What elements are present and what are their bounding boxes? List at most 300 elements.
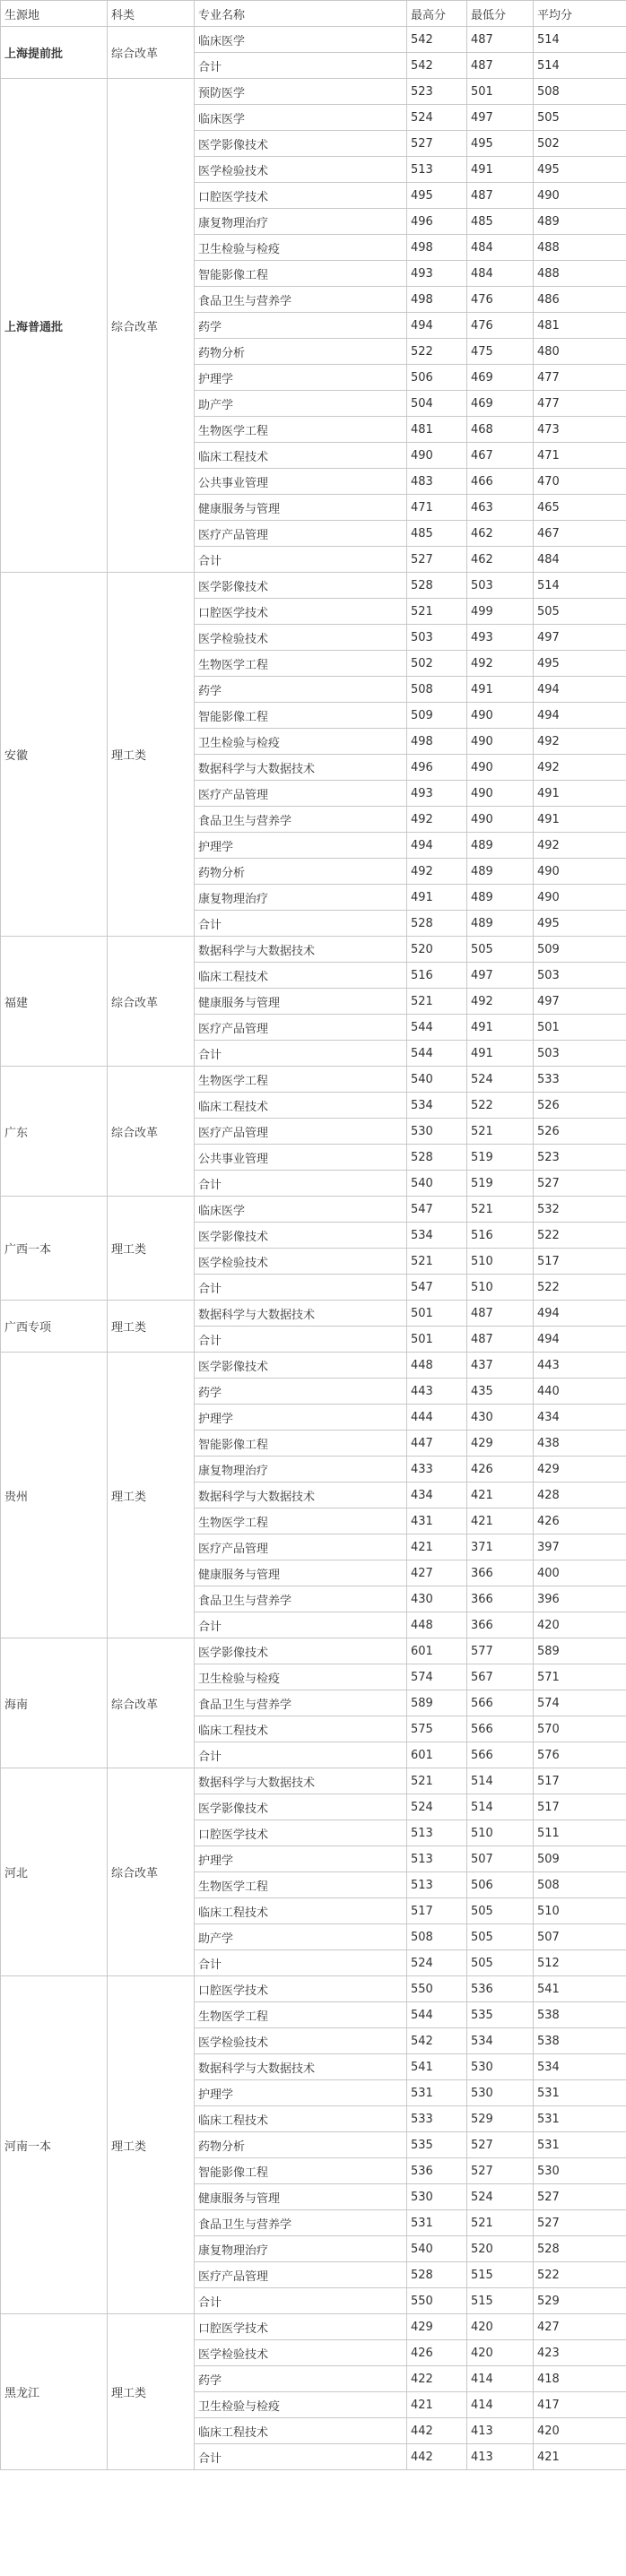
cell-major: 助产学 [195, 391, 407, 417]
cell-max-score: 513 [407, 1846, 467, 1872]
cell-min-score: 520 [467, 2236, 534, 2262]
cell-avg-score: 526 [534, 1093, 626, 1119]
cell-major: 生物医学工程 [195, 417, 407, 443]
table-row [1, 1768, 626, 1794]
cell-avg-score: 514 [534, 573, 626, 599]
cell-major: 临床医学 [195, 27, 407, 53]
cell-min-score: 514 [467, 1794, 534, 1820]
cell-avg-score: 531 [534, 2132, 626, 2158]
cell-min-score: 487 [467, 53, 534, 79]
cell-avg-score: 503 [534, 1041, 626, 1067]
cell-avg-score: 538 [534, 2002, 626, 2028]
cell-origin: 海南 [1, 1638, 108, 1768]
cell-major: 医学检验技术 [195, 1249, 407, 1275]
cell-min-score: 505 [467, 1924, 534, 1950]
cell-major: 口腔医学技术 [195, 1820, 407, 1846]
cell-origin: 福建 [1, 937, 108, 1067]
cell-min-score: 413 [467, 2418, 534, 2444]
cell-max-score: 534 [407, 1223, 467, 1249]
cell-avg-score: 522 [534, 1223, 626, 1249]
cell-max-score: 447 [407, 1431, 467, 1457]
cell-avg-score: 534 [534, 2054, 626, 2080]
cell-avg-score: 484 [534, 547, 626, 573]
cell-avg-score: 491 [534, 807, 626, 833]
cell-max-score: 421 [407, 2392, 467, 2418]
cell-min-score: 519 [467, 1145, 534, 1171]
cell-major: 公共事业管理 [195, 1145, 407, 1171]
header-major: 专业名称 [195, 1, 407, 27]
cell-avg-score: 527 [534, 1171, 626, 1197]
cell-avg-score: 495 [534, 651, 626, 677]
cell-major: 临床工程技术 [195, 2106, 407, 2132]
cell-max-score: 542 [407, 2028, 467, 2054]
cell-min-score: 567 [467, 1664, 534, 1690]
cell-major: 生物医学工程 [195, 1872, 407, 1898]
cell-category: 理工类 [108, 1197, 195, 1301]
table-row [1, 937, 626, 963]
cell-max-score: 492 [407, 859, 467, 885]
cell-max-score: 442 [407, 2418, 467, 2444]
cell-avg-score: 532 [534, 1197, 626, 1223]
cell-major: 药物分析 [195, 339, 407, 365]
cell-major: 生物医学工程 [195, 1508, 407, 1534]
cell-min-score: 487 [467, 27, 534, 53]
cell-max-score: 493 [407, 261, 467, 287]
cell-min-score: 497 [467, 105, 534, 131]
cell-origin: 上海普通批 [1, 79, 108, 573]
cell-major: 药学 [195, 677, 407, 703]
cell-major: 合计 [195, 1612, 407, 1638]
cell-major: 临床医学 [195, 1197, 407, 1223]
cell-min-score: 462 [467, 547, 534, 573]
cell-avg-score: 477 [534, 391, 626, 417]
cell-major: 生物医学工程 [195, 1067, 407, 1093]
cell-origin: 安徽 [1, 573, 108, 937]
cell-avg-score: 490 [534, 859, 626, 885]
cell-major: 药学 [195, 2366, 407, 2392]
cell-major: 医疗产品管理 [195, 1015, 407, 1041]
cell-major: 医学检验技术 [195, 2340, 407, 2366]
cell-major: 护理学 [195, 365, 407, 391]
cell-avg-score: 492 [534, 833, 626, 859]
table-body [1, 27, 626, 2470]
cell-major: 医疗产品管理 [195, 781, 407, 807]
cell-min-score: 487 [467, 1301, 534, 1327]
cell-major: 合计 [195, 1950, 407, 1976]
cell-avg-score: 494 [534, 677, 626, 703]
cell-min-score: 505 [467, 937, 534, 963]
cell-avg-score: 471 [534, 443, 626, 469]
cell-min-score: 510 [467, 1275, 534, 1301]
cell-avg-score: 522 [534, 2262, 626, 2288]
cell-avg-score: 489 [534, 209, 626, 235]
cell-major: 合计 [195, 547, 407, 573]
cell-avg-score: 495 [534, 911, 626, 937]
cell-min-score: 467 [467, 443, 534, 469]
cell-max-score: 481 [407, 417, 467, 443]
cell-avg-score: 481 [534, 313, 626, 339]
cell-major: 合计 [195, 1275, 407, 1301]
cell-min-score: 505 [467, 1898, 534, 1924]
cell-avg-score: 509 [534, 937, 626, 963]
cell-major: 合计 [195, 1041, 407, 1067]
cell-avg-score: 494 [534, 1327, 626, 1353]
cell-major: 健康服务与管理 [195, 495, 407, 521]
cell-max-score: 509 [407, 703, 467, 729]
cell-max-score: 471 [407, 495, 467, 521]
cell-major: 生物医学工程 [195, 651, 407, 677]
cell-min-score: 366 [467, 1612, 534, 1638]
cell-avg-score: 495 [534, 157, 626, 183]
cell-min-score: 426 [467, 1457, 534, 1482]
cell-max-score: 485 [407, 521, 467, 547]
cell-major: 健康服务与管理 [195, 2184, 407, 2210]
cell-major: 临床工程技术 [195, 443, 407, 469]
cell-max-score: 494 [407, 313, 467, 339]
cell-min-score: 577 [467, 1638, 534, 1664]
cell-max-score: 498 [407, 729, 467, 755]
cell-avg-score: 530 [534, 2158, 626, 2184]
cell-max-score: 434 [407, 1482, 467, 1508]
cell-avg-score: 502 [534, 131, 626, 157]
cell-avg-score: 429 [534, 1457, 626, 1482]
cell-max-score: 508 [407, 1924, 467, 1950]
cell-min-score: 566 [467, 1742, 534, 1768]
cell-avg-score: 507 [534, 1924, 626, 1950]
cell-origin: 贵州 [1, 1353, 108, 1638]
cell-avg-score: 522 [534, 1275, 626, 1301]
cell-max-score: 540 [407, 1067, 467, 1093]
cell-min-score: 489 [467, 911, 534, 937]
cell-major: 康复物理治疗 [195, 885, 407, 911]
cell-min-score: 371 [467, 1534, 534, 1560]
cell-min-score: 493 [467, 625, 534, 651]
cell-avg-score: 418 [534, 2366, 626, 2392]
cell-max-score: 448 [407, 1353, 467, 1379]
cell-avg-score: 533 [534, 1067, 626, 1093]
cell-max-score: 540 [407, 1171, 467, 1197]
cell-avg-score: 440 [534, 1379, 626, 1405]
cell-max-score: 501 [407, 1327, 467, 1353]
cell-avg-score: 465 [534, 495, 626, 521]
cell-avg-score: 517 [534, 1249, 626, 1275]
cell-major: 护理学 [195, 1405, 407, 1431]
cell-max-score: 501 [407, 1301, 467, 1327]
cell-min-score: 530 [467, 2080, 534, 2106]
cell-max-score: 535 [407, 2132, 467, 2158]
cell-max-score: 490 [407, 443, 467, 469]
cell-major: 医学检验技术 [195, 157, 407, 183]
cell-category: 综合改革 [108, 27, 195, 79]
cell-max-score: 531 [407, 2080, 467, 2106]
cell-avg-score: 396 [534, 1586, 626, 1612]
cell-category: 理工类 [108, 1301, 195, 1353]
cell-max-score: 547 [407, 1275, 467, 1301]
cell-major: 医学影像技术 [195, 1223, 407, 1249]
cell-major: 口腔医学技术 [195, 1976, 407, 2002]
cell-origin: 河北 [1, 1768, 108, 1976]
cell-max-score: 528 [407, 573, 467, 599]
cell-avg-score: 510 [534, 1898, 626, 1924]
cell-min-score: 499 [467, 599, 534, 625]
cell-avg-score: 434 [534, 1405, 626, 1431]
cell-max-score: 521 [407, 1768, 467, 1794]
cell-avg-score: 490 [534, 183, 626, 209]
cell-category: 综合改革 [108, 79, 195, 573]
cell-avg-score: 570 [534, 1716, 626, 1742]
cell-avg-score: 491 [534, 781, 626, 807]
cell-major: 数据科学与大数据技术 [195, 1482, 407, 1508]
cell-origin: 广东 [1, 1067, 108, 1197]
cell-avg-score: 492 [534, 755, 626, 781]
table-row [1, 1353, 626, 1379]
cell-avg-score: 490 [534, 885, 626, 911]
cell-min-score: 490 [467, 781, 534, 807]
cell-avg-score: 511 [534, 1820, 626, 1846]
cell-major: 健康服务与管理 [195, 989, 407, 1015]
cell-min-score: 497 [467, 963, 534, 989]
cell-max-score: 448 [407, 1612, 467, 1638]
cell-major: 数据科学与大数据技术 [195, 1301, 407, 1327]
cell-min-score: 524 [467, 2184, 534, 2210]
cell-max-score: 495 [407, 183, 467, 209]
cell-major: 医疗产品管理 [195, 2262, 407, 2288]
cell-min-score: 430 [467, 1405, 534, 1431]
cell-avg-score: 508 [534, 79, 626, 105]
cell-max-score: 496 [407, 755, 467, 781]
cell-min-score: 491 [467, 157, 534, 183]
cell-min-score: 515 [467, 2288, 534, 2314]
cell-min-score: 516 [467, 1223, 534, 1249]
cell-major: 数据科学与大数据技术 [195, 937, 407, 963]
cell-max-score: 498 [407, 287, 467, 313]
cell-major: 临床工程技术 [195, 1093, 407, 1119]
table-row [1, 2314, 626, 2340]
cell-max-score: 520 [407, 937, 467, 963]
cell-category: 综合改革 [108, 1638, 195, 1768]
table-row [1, 27, 626, 53]
cell-max-score: 544 [407, 2002, 467, 2028]
cell-max-score: 601 [407, 1638, 467, 1664]
cell-major: 食品卫生与营养学 [195, 1586, 407, 1612]
cell-max-score: 542 [407, 27, 467, 53]
cell-major: 药学 [195, 1379, 407, 1405]
table-row [1, 1638, 626, 1664]
cell-avg-score: 517 [534, 1794, 626, 1820]
cell-max-score: 513 [407, 157, 467, 183]
cell-min-score: 490 [467, 729, 534, 755]
cell-avg-score: 576 [534, 1742, 626, 1768]
cell-avg-score: 470 [534, 469, 626, 495]
cell-min-score: 505 [467, 1950, 534, 1976]
cell-avg-score: 397 [534, 1534, 626, 1560]
cell-major: 医学影像技术 [195, 1353, 407, 1379]
cell-min-score: 536 [467, 1976, 534, 2002]
cell-avg-score: 477 [534, 365, 626, 391]
cell-min-score: 522 [467, 1093, 534, 1119]
cell-max-score: 508 [407, 677, 467, 703]
cell-avg-score: 488 [534, 261, 626, 287]
cell-major: 卫生检验与检疫 [195, 2392, 407, 2418]
cell-max-score: 530 [407, 1119, 467, 1145]
cell-avg-score: 541 [534, 1976, 626, 2002]
cell-avg-score: 423 [534, 2340, 626, 2366]
cell-category: 理工类 [108, 1976, 195, 2314]
cell-category: 综合改革 [108, 937, 195, 1067]
cell-major: 康复物理治疗 [195, 209, 407, 235]
cell-max-score: 502 [407, 651, 467, 677]
cell-min-score: 491 [467, 677, 534, 703]
cell-avg-score: 486 [534, 287, 626, 313]
cell-max-score: 443 [407, 1379, 467, 1405]
cell-avg-score: 473 [534, 417, 626, 443]
cell-min-score: 530 [467, 2054, 534, 2080]
cell-max-score: 513 [407, 1820, 467, 1846]
cell-avg-score: 526 [534, 1119, 626, 1145]
cell-major: 药学 [195, 313, 407, 339]
cell-min-score: 521 [467, 2210, 534, 2236]
cell-min-score: 487 [467, 183, 534, 209]
cell-min-score: 485 [467, 209, 534, 235]
cell-major: 药物分析 [195, 859, 407, 885]
cell-min-score: 490 [467, 807, 534, 833]
cell-max-score: 550 [407, 1976, 467, 2002]
cell-major: 预防医学 [195, 79, 407, 105]
cell-avg-score: 503 [534, 963, 626, 989]
cell-avg-score: 571 [534, 1664, 626, 1690]
cell-min-score: 414 [467, 2392, 534, 2418]
cell-max-score: 483 [407, 469, 467, 495]
cell-major: 公共事业管理 [195, 469, 407, 495]
cell-max-score: 429 [407, 2314, 467, 2340]
cell-min-score: 420 [467, 2314, 534, 2340]
cell-major: 合计 [195, 1327, 407, 1353]
cell-max-score: 540 [407, 2236, 467, 2262]
cell-origin: 广西专项 [1, 1301, 108, 1353]
cell-origin: 上海提前批 [1, 27, 108, 79]
cell-min-score: 535 [467, 2002, 534, 2028]
cell-min-score: 466 [467, 469, 534, 495]
cell-max-score: 433 [407, 1457, 467, 1482]
cell-major: 数据科学与大数据技术 [195, 2054, 407, 2080]
cell-min-score: 484 [467, 261, 534, 287]
cell-max-score: 503 [407, 625, 467, 651]
cell-major: 医学检验技术 [195, 625, 407, 651]
cell-max-score: 541 [407, 2054, 467, 2080]
cell-major: 医学影像技术 [195, 131, 407, 157]
cell-major: 护理学 [195, 833, 407, 859]
cell-min-score: 414 [467, 2366, 534, 2392]
cell-max-score: 426 [407, 2340, 467, 2366]
cell-min-score: 491 [467, 1015, 534, 1041]
cell-min-score: 529 [467, 2106, 534, 2132]
cell-major: 口腔医学技术 [195, 599, 407, 625]
cell-max-score: 491 [407, 885, 467, 911]
cell-min-score: 484 [467, 235, 534, 261]
cell-avg-score: 428 [534, 1482, 626, 1508]
cell-min-score: 524 [467, 1067, 534, 1093]
header-category: 科类 [108, 1, 195, 27]
cell-max-score: 544 [407, 1041, 467, 1067]
cell-max-score: 496 [407, 209, 467, 235]
cell-min-score: 487 [467, 1327, 534, 1353]
cell-major: 护理学 [195, 1846, 407, 1872]
cell-major: 食品卫生与营养学 [195, 807, 407, 833]
cell-max-score: 524 [407, 105, 467, 131]
cell-min-score: 469 [467, 391, 534, 417]
cell-major: 健康服务与管理 [195, 1560, 407, 1586]
cell-max-score: 542 [407, 53, 467, 79]
table-row [1, 1067, 626, 1093]
cell-max-score: 530 [407, 2184, 467, 2210]
cell-min-score: 492 [467, 651, 534, 677]
cell-major: 口腔医学技术 [195, 2314, 407, 2340]
cell-max-score: 493 [407, 781, 467, 807]
cell-max-score: 523 [407, 79, 467, 105]
cell-major: 临床医学 [195, 105, 407, 131]
cell-max-score: 430 [407, 1586, 467, 1612]
cell-major: 医疗产品管理 [195, 521, 407, 547]
cell-min-score: 491 [467, 1041, 534, 1067]
cell-major: 临床工程技术 [195, 1898, 407, 1924]
cell-max-score: 442 [407, 2444, 467, 2470]
cell-avg-score: 531 [534, 2080, 626, 2106]
cell-min-score: 514 [467, 1768, 534, 1794]
cell-major: 合计 [195, 2288, 407, 2314]
cell-avg-score: 527 [534, 2210, 626, 2236]
cell-category: 理工类 [108, 1353, 195, 1638]
cell-major: 医学影像技术 [195, 1794, 407, 1820]
cell-avg-score: 438 [534, 1431, 626, 1457]
cell-max-score: 504 [407, 391, 467, 417]
cell-min-score: 468 [467, 417, 534, 443]
cell-major: 数据科学与大数据技术 [195, 1768, 407, 1794]
cell-avg-score: 523 [534, 1145, 626, 1171]
cell-min-score: 489 [467, 885, 534, 911]
cell-avg-score: 517 [534, 1768, 626, 1794]
cell-min-score: 366 [467, 1586, 534, 1612]
cell-major: 助产学 [195, 1924, 407, 1950]
cell-avg-score: 443 [534, 1353, 626, 1379]
cell-avg-score: 426 [534, 1508, 626, 1534]
cell-category: 理工类 [108, 573, 195, 937]
cell-major: 食品卫生与营养学 [195, 287, 407, 313]
cell-max-score: 531 [407, 2210, 467, 2236]
cell-min-score: 489 [467, 859, 534, 885]
cell-max-score: 601 [407, 1742, 467, 1768]
cell-avg-score: 480 [534, 339, 626, 365]
cell-major: 康复物理治疗 [195, 2236, 407, 2262]
cell-min-score: 475 [467, 339, 534, 365]
cell-max-score: 521 [407, 1249, 467, 1275]
cell-max-score: 427 [407, 1560, 467, 1586]
cell-major: 合计 [195, 1742, 407, 1768]
cell-avg-score: 538 [534, 2028, 626, 2054]
cell-max-score: 421 [407, 1534, 467, 1560]
cell-major: 康复物理治疗 [195, 1457, 407, 1482]
cell-min-score: 519 [467, 1171, 534, 1197]
cell-min-score: 510 [467, 1249, 534, 1275]
header-row [1, 1, 626, 27]
cell-category: 理工类 [108, 2314, 195, 2470]
cell-min-score: 476 [467, 287, 534, 313]
cell-max-score: 422 [407, 2366, 467, 2392]
cell-min-score: 490 [467, 703, 534, 729]
cell-min-score: 507 [467, 1846, 534, 1872]
cell-min-score: 463 [467, 495, 534, 521]
cell-min-score: 413 [467, 2444, 534, 2470]
cell-avg-score: 421 [534, 2444, 626, 2470]
